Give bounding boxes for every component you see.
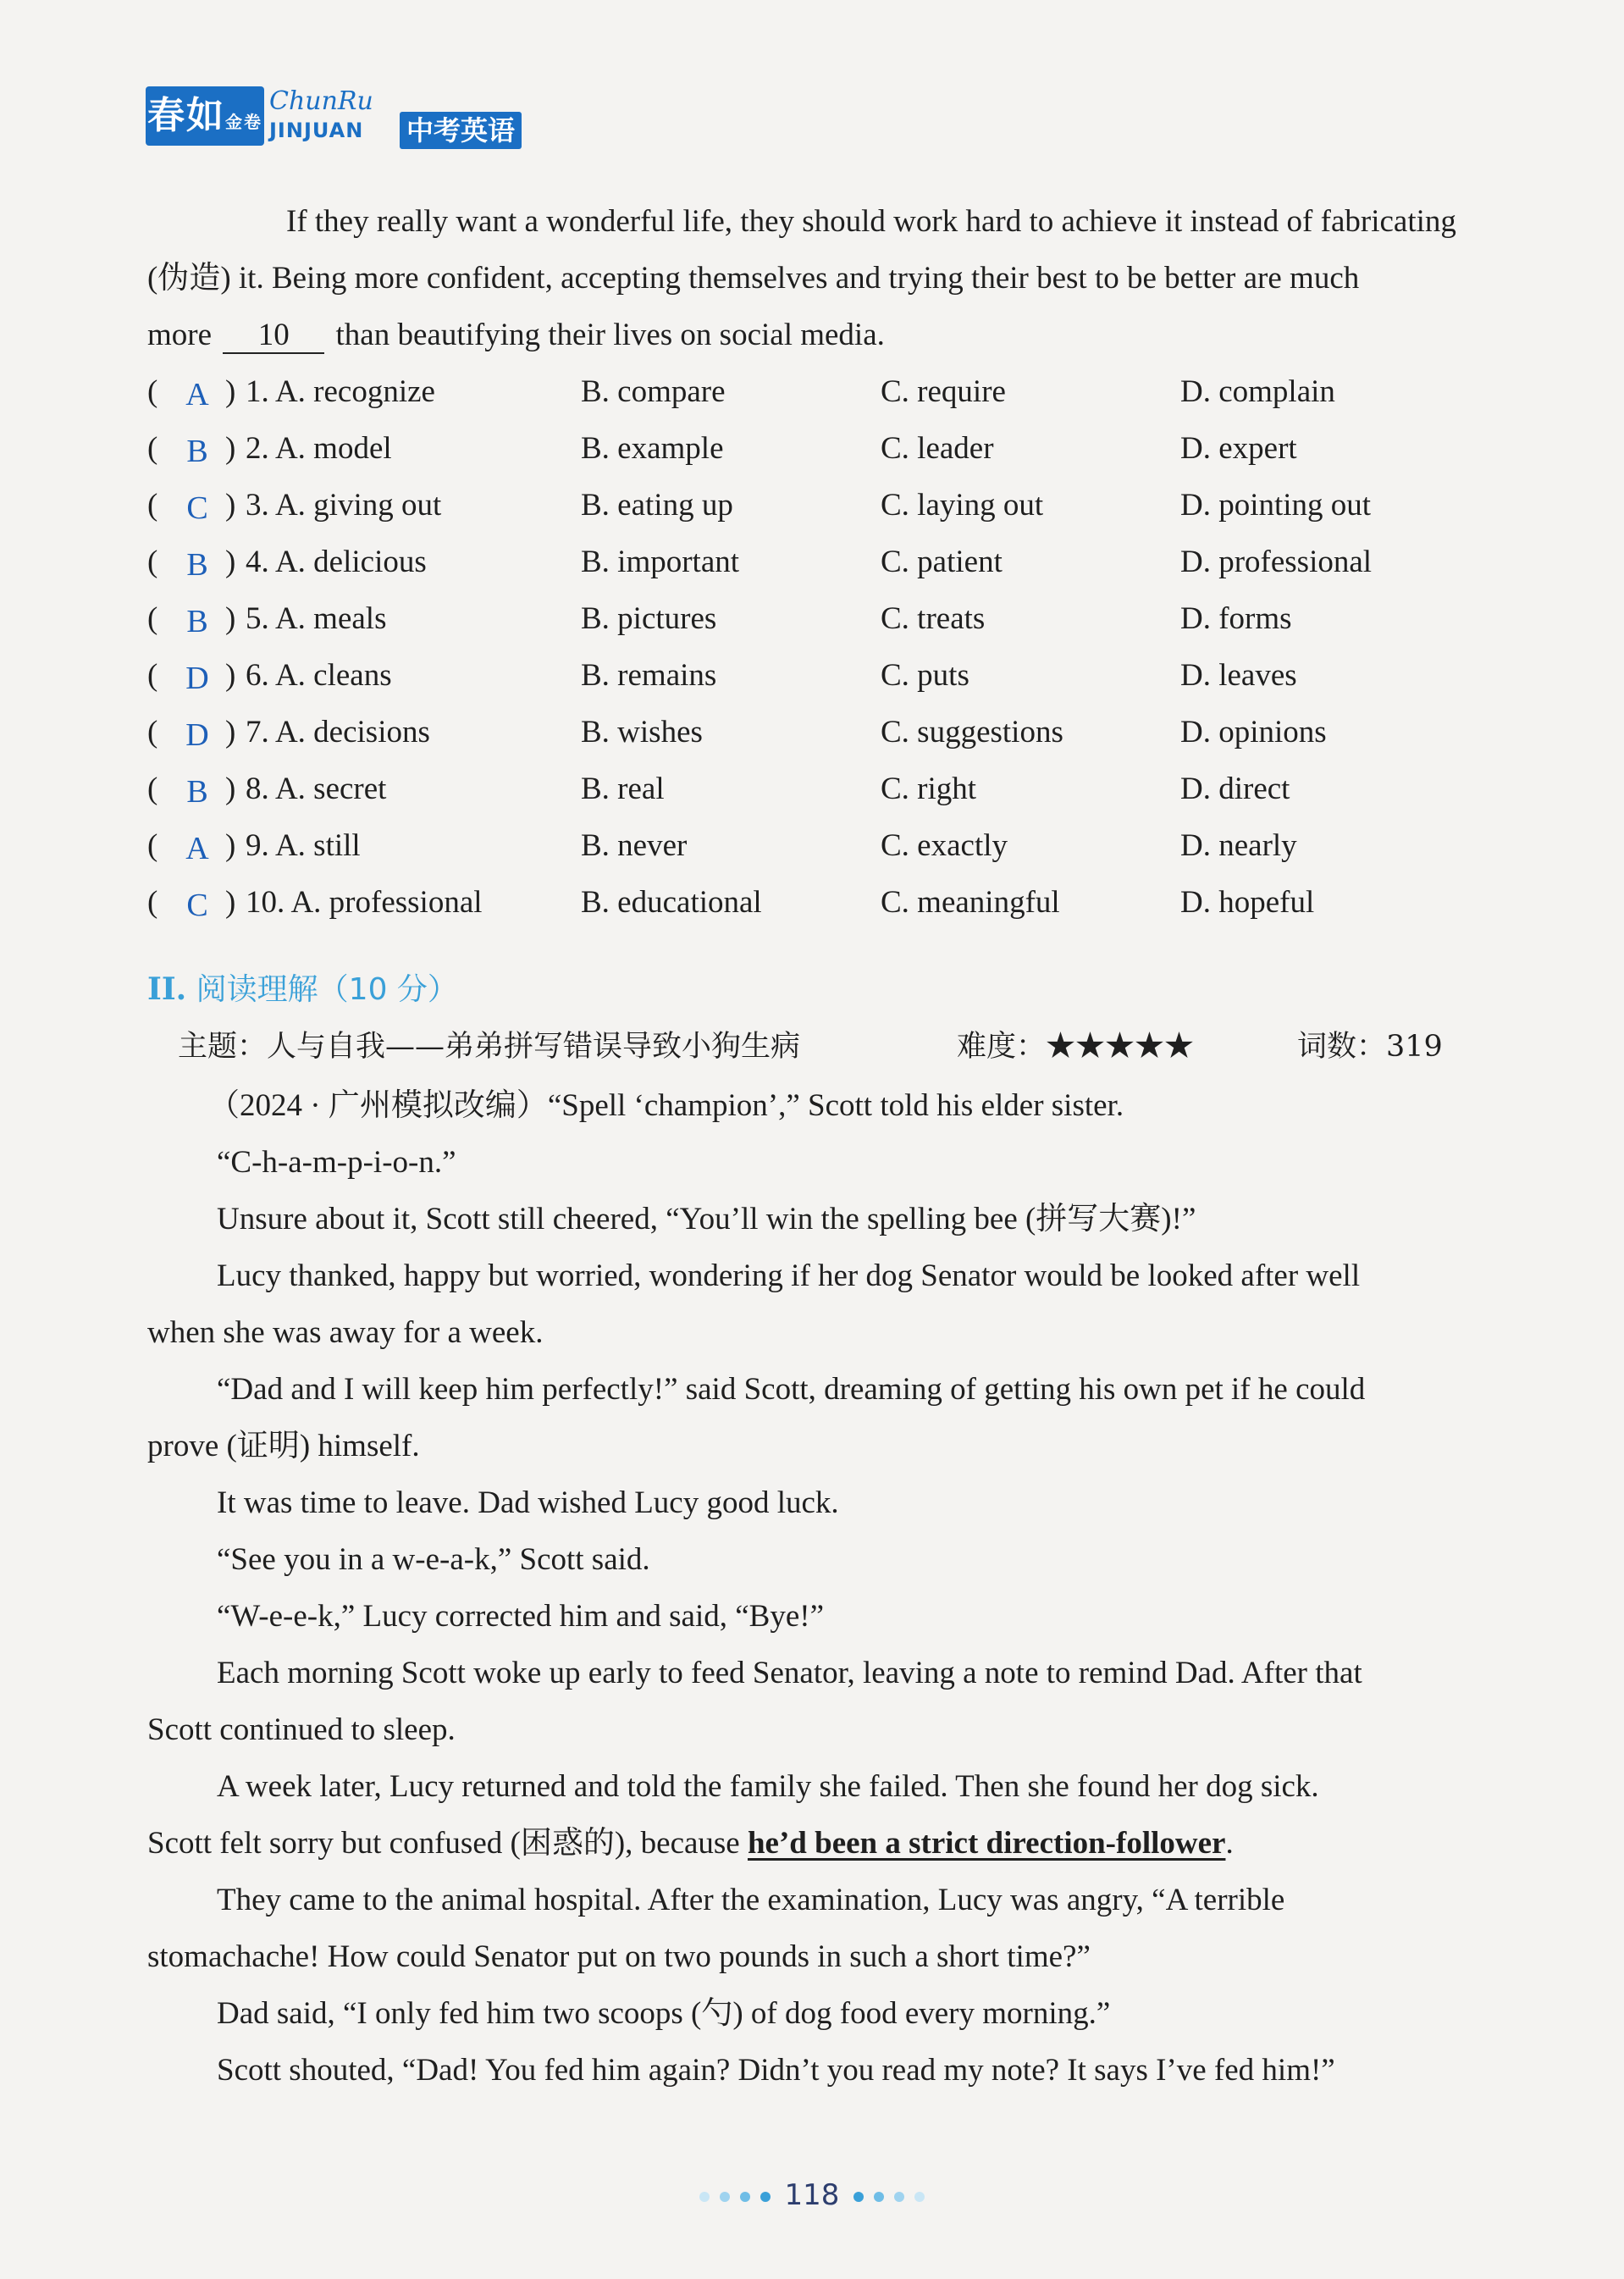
option-a: 3. A. giving out (246, 488, 442, 523)
passage-line: (伪造) it. Being more confident, accepting themselves and trying their best to be better are much (147, 261, 1360, 296)
question-row (147, 534, 1502, 590)
question-row (147, 704, 1502, 761)
option-a: 1. A. recognize (246, 374, 435, 409)
underlined-phrase: he’d been a strict direction-follower (747, 1826, 1226, 1861)
option-c: C. meaningful (881, 885, 1060, 920)
paren-right: ) (225, 772, 236, 806)
option-d: D. opinions (1180, 715, 1327, 750)
paren-right: ) (225, 828, 236, 863)
page-number: 118 (784, 2178, 840, 2212)
question-row (147, 874, 1502, 931)
option-b: B. compare (581, 374, 726, 409)
option-c: C. puts (881, 658, 969, 693)
question-row (147, 761, 1502, 817)
paren-right: ) (225, 374, 236, 409)
story-line: Scott felt sorry but confused (困惑的), because he’d been a strict direction-follower. (147, 1826, 1234, 1861)
option-d: D. expert (1180, 431, 1297, 466)
paren-left: ( (147, 772, 158, 806)
option-a: 5. A. meals (246, 601, 387, 636)
question-row (147, 590, 1502, 647)
option-a: 10. A. professional (246, 885, 483, 920)
answer-letter: A (185, 377, 209, 412)
logo-mark: 春如金卷 (146, 86, 264, 146)
story-line: It was time to leave. Dad wished Lucy good luck. (217, 1485, 839, 1520)
paren-left: ( (147, 715, 158, 750)
option-a: 6. A. cleans (246, 658, 392, 693)
question-row (147, 420, 1502, 477)
brand-logo (146, 85, 527, 149)
topic-label: 主题：人与自我——弟弟拼写错误导致小狗生病 (178, 1030, 801, 1064)
answer-letter: C (186, 888, 208, 923)
option-b: B. real (581, 772, 665, 806)
option-c: C. leader (881, 431, 994, 466)
passage-line: more 10 than beautifying their lives on social media. (147, 318, 885, 352)
paren-left: ( (147, 601, 158, 636)
answer-letter: B (186, 774, 208, 810)
page-footer (0, 2178, 1624, 2212)
difficulty-label: 难度：★★★★★ (957, 1030, 1195, 1064)
paren-right: ) (225, 658, 236, 693)
option-c: C. treats (881, 601, 986, 636)
paren-right: ) (225, 431, 236, 466)
story-line: They came to the animal hospital. After the examination, Lucy was angry, “A terrible (217, 1883, 1285, 1917)
paren-right: ) (225, 715, 236, 750)
option-d: D. leaves (1180, 658, 1297, 693)
answer-blank: 10 (223, 318, 324, 354)
option-c: C. right (881, 772, 977, 806)
option-a: 9. A. still (246, 828, 361, 863)
paren-left: ( (147, 828, 158, 863)
option-a: 7. A. decisions (246, 715, 430, 750)
story-line: Lucy thanked, happy but worried, wondering if her dog Senator would be looked after well (217, 1258, 1361, 1293)
paren-right: ) (225, 488, 236, 523)
answer-letter: D (185, 717, 209, 753)
paren-left: ( (147, 885, 158, 920)
option-b: B. wishes (581, 715, 703, 750)
story-line: “W-e-e-k,” Lucy corrected him and said, “Bye!” (217, 1599, 825, 1634)
option-b: B. pictures (581, 601, 717, 636)
story-line: when she was away for a week. (147, 1315, 544, 1350)
paren-left: ( (147, 545, 158, 579)
paren-right: ) (225, 601, 236, 636)
paren-left: ( (147, 488, 158, 523)
option-c: C. exactly (881, 828, 1008, 863)
section-title: II. 阅读理解（10 分） (147, 971, 458, 1007)
story-line: （2024 · 广州模拟改编）“Spell ‘champion’,” Scott told his elder sister. (208, 1088, 1124, 1123)
option-a: 2. A. model (246, 431, 392, 466)
option-b: B. remains (581, 658, 717, 693)
option-b: B. example (581, 431, 724, 466)
paren-right: ) (225, 885, 236, 920)
story-line: “C-h-a-m-p-i-o-n.” (217, 1145, 456, 1180)
answer-letter: A (185, 831, 209, 866)
option-d: D. pointing out (1180, 488, 1372, 523)
answer-letter: B (186, 434, 208, 469)
section-meta (178, 1021, 1499, 1072)
answer-letter: C (186, 490, 208, 526)
story-line: Dad said, “I only fed him two scoops (勺) of dog food every morning.” (217, 1996, 1111, 2031)
option-d: D. nearly (1180, 828, 1297, 863)
answer-letter: D (185, 661, 209, 696)
story-line: stomachache! How could Senator put on two pounds in such a short time?” (147, 1939, 1091, 1974)
question-row (147, 817, 1502, 874)
question-row (147, 363, 1502, 420)
option-d: D. hopeful (1180, 885, 1315, 920)
story-line: A week later, Lucy returned and told the family she failed. Then she found her dog sick. (217, 1769, 1319, 1804)
option-d: D. complain (1180, 374, 1335, 409)
story-line: Unsure about it, Scott still cheered, “You’ll win the spelling bee (拼写大赛)!” (217, 1202, 1196, 1236)
paren-left: ( (147, 431, 158, 466)
option-b: B. important (581, 545, 740, 579)
option-c: C. laying out (881, 488, 1044, 523)
option-b: B. eating up (581, 488, 733, 523)
story-line: “Dad and I will keep him perfectly!” said Scott, dreaming of getting his own pet if he could (217, 1372, 1366, 1407)
passage-line: If they really want a wonderful life, they should work hard to achieve it instead of fabricating (286, 204, 1456, 239)
answer-letter: B (186, 604, 208, 639)
option-c: C. patient (881, 545, 1003, 579)
logo-latin2: JINJUAN (269, 119, 364, 142)
paren-left: ( (147, 658, 158, 693)
option-b: B. never (581, 828, 688, 863)
story-line: Scott continued to sleep. (147, 1712, 456, 1747)
option-a: 8. A. secret (246, 772, 387, 806)
option-d: D. direct (1180, 772, 1290, 806)
logo-tag: 中考英语 (400, 112, 522, 149)
option-c: C. suggestions (881, 715, 1063, 750)
story-line: Each morning Scott woke up early to feed Senator, leaving a note to remind Dad. After that (217, 1656, 1362, 1690)
story-line: prove (证明) himself. (147, 1429, 420, 1463)
answer-letter: B (186, 547, 208, 583)
option-c: C. require (881, 374, 1006, 409)
option-a: 4. A. delicious (246, 545, 427, 579)
question-row (147, 477, 1502, 534)
paren-right: ) (225, 545, 236, 579)
option-b: B. educational (581, 885, 762, 920)
paren-left: ( (147, 374, 158, 409)
option-d: D. professional (1180, 545, 1373, 579)
story-line: Scott shouted, “Dad! You fed him again? Didn’t you read my note? It says I’ve fed him!” (217, 2053, 1335, 2088)
wordcount-label: 词数：319 (1297, 1030, 1443, 1064)
story-line: “See you in a w-e-a-k,” Scott said. (217, 1542, 650, 1577)
logo-latin: ChunRu (269, 86, 373, 116)
option-d: D. forms (1180, 601, 1292, 636)
question-row (147, 647, 1502, 704)
